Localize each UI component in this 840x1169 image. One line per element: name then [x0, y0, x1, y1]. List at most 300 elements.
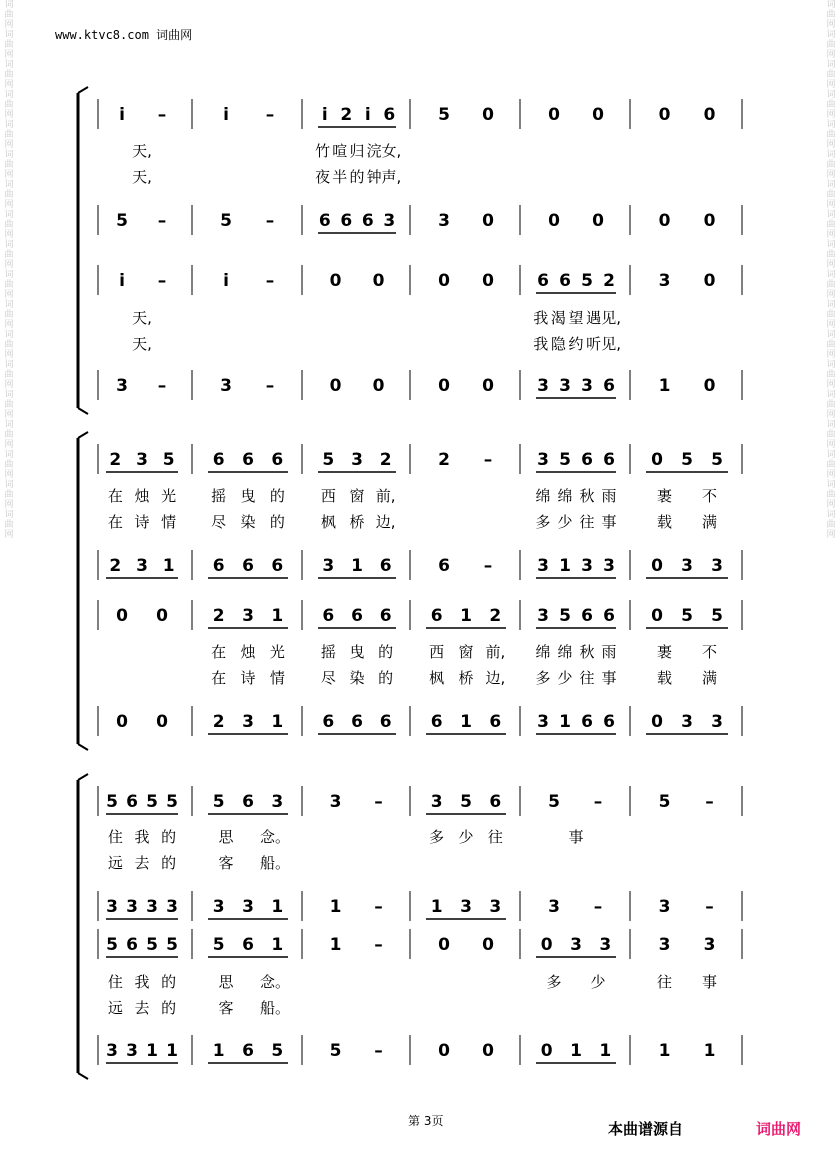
- note: 1: [271, 897, 284, 917]
- note: 2: [489, 606, 502, 626]
- note: 3: [537, 376, 549, 396]
- note: 6: [242, 1041, 254, 1061]
- lyric: 满: [701, 513, 717, 531]
- note: 5: [220, 211, 232, 231]
- note: 3: [166, 897, 178, 917]
- note: 0: [658, 105, 671, 125]
- note: 0: [592, 211, 604, 231]
- watermark-left: 词曲网词曲网词曲网词曲网词曲网词曲网词曲网词曲网词曲网词曲网词曲网词曲网词曲网词曲网词曲网词曲网词曲网词曲网: [4, 0, 14, 540]
- note: 0: [703, 376, 716, 396]
- note: 5: [681, 450, 693, 470]
- note: –: [265, 211, 275, 231]
- lyric: 我: [533, 309, 549, 327]
- lyric: 天,: [132, 168, 152, 186]
- note: 0: [482, 271, 494, 291]
- note: 0: [438, 271, 450, 291]
- note: 5: [658, 792, 671, 812]
- lyric: 裹: [656, 487, 672, 505]
- note: 1: [559, 712, 571, 732]
- note: 2: [438, 450, 450, 470]
- lyric: 遇: [586, 309, 602, 327]
- note: –: [374, 935, 383, 955]
- note: 0: [372, 376, 385, 396]
- note: 5: [581, 271, 593, 291]
- lyric: 尽: [211, 513, 227, 531]
- note: 3: [430, 792, 443, 812]
- note: 3: [242, 897, 254, 917]
- note: 6: [438, 556, 450, 576]
- note: 1: [599, 1041, 612, 1061]
- lyric: 住: [107, 828, 123, 846]
- note: 3: [570, 935, 582, 955]
- lyric: 思: [218, 973, 234, 991]
- note: 6: [581, 450, 593, 470]
- note: 6: [581, 606, 593, 626]
- lyric: 桥: [458, 669, 474, 687]
- note: –: [705, 897, 714, 917]
- lyric: 声,: [381, 168, 402, 186]
- note: 0: [438, 376, 450, 396]
- note: 6: [430, 606, 443, 626]
- note: 3: [146, 897, 158, 917]
- lyric: 窗: [349, 487, 365, 505]
- note: –: [483, 450, 493, 470]
- note: 0: [540, 935, 553, 955]
- page-number: 第 3页: [408, 1114, 444, 1128]
- lyric: 往: [579, 513, 595, 531]
- lyric: 边,: [485, 669, 506, 687]
- lyric: 约: [568, 335, 584, 353]
- lyric: 往: [656, 973, 672, 991]
- note: i: [321, 105, 328, 125]
- note: 3: [106, 1041, 118, 1061]
- note: –: [374, 1041, 383, 1061]
- note: 1: [658, 1041, 671, 1061]
- lyric: 喧: [332, 142, 348, 160]
- note: 0: [116, 712, 128, 732]
- note: 3: [658, 271, 671, 291]
- note: 3: [242, 606, 254, 626]
- note: 1: [271, 712, 284, 732]
- lyric: 的: [378, 669, 394, 687]
- note: 5: [460, 792, 472, 812]
- note: 1: [351, 556, 363, 576]
- note: 3: [537, 712, 549, 732]
- note: 3: [581, 376, 593, 396]
- note: 5: [162, 450, 175, 470]
- lyric: 事: [701, 973, 717, 991]
- lyric: 光: [269, 643, 285, 661]
- note: 6: [126, 935, 138, 955]
- watermark-right: 词曲网词曲网词曲网词曲网词曲网词曲网词曲网词曲网词曲网词曲网词曲网词曲网词曲网词曲网词曲网词曲网词曲网词曲网: [826, 0, 836, 540]
- lyric: 情: [161, 513, 177, 531]
- note: 0: [438, 1041, 450, 1061]
- note: 0: [482, 105, 494, 125]
- lyric: 前,: [375, 487, 396, 505]
- note: 6: [581, 712, 593, 732]
- lyric: 裹: [656, 643, 672, 661]
- lyric: 远: [107, 999, 123, 1017]
- note: 1: [703, 1041, 716, 1061]
- note: 3: [460, 897, 472, 917]
- note: 6: [271, 450, 284, 470]
- note: 5: [106, 935, 118, 955]
- note: 6: [242, 792, 254, 812]
- lyric: 染: [240, 513, 256, 531]
- lyric: 我: [533, 335, 549, 353]
- lyric: 窗: [458, 643, 474, 661]
- note: 3: [126, 897, 138, 917]
- lyric: 的: [161, 828, 177, 846]
- note: 6: [603, 450, 615, 470]
- note: 5: [681, 606, 693, 626]
- lyric: 少: [557, 669, 573, 687]
- note: 0: [329, 271, 342, 291]
- note: 1: [271, 935, 284, 955]
- lyric: 尽: [320, 669, 336, 687]
- note: i: [119, 105, 125, 125]
- lyric: 天,: [132, 335, 152, 353]
- lyric: 去: [134, 999, 150, 1017]
- lyric: 曳: [349, 643, 365, 661]
- note: 6: [383, 105, 396, 125]
- lyric: 多: [535, 513, 551, 531]
- lyric: 竹: [315, 142, 331, 160]
- lyric: 的: [161, 973, 177, 991]
- note: 3: [681, 712, 693, 732]
- lyric: 的: [269, 513, 285, 531]
- note: 0: [651, 450, 663, 470]
- lyric: 的: [269, 487, 285, 505]
- lyric: 不: [701, 487, 717, 505]
- lyric: 情: [269, 669, 285, 687]
- note: 5: [166, 792, 178, 812]
- note: 0: [329, 376, 342, 396]
- lyric: 少: [557, 513, 573, 531]
- lyric: 雨: [601, 487, 617, 505]
- lyric: 秋: [579, 643, 595, 661]
- source-label: 本曲谱源自: [608, 1120, 684, 1138]
- note: 3: [136, 556, 148, 576]
- note: 3: [537, 606, 549, 626]
- note: 1: [430, 897, 443, 917]
- lyric: 的: [161, 854, 177, 872]
- lyric: 枫: [320, 513, 336, 531]
- note: 3: [548, 897, 560, 917]
- lyric: 诗: [240, 669, 256, 687]
- lyric: 往: [579, 669, 595, 687]
- lyric: 在: [107, 513, 123, 531]
- lyric: 西: [429, 643, 445, 661]
- lyric: 远: [107, 854, 123, 872]
- note: 3: [271, 792, 284, 812]
- note: 3: [489, 897, 502, 917]
- note: 3: [322, 556, 335, 576]
- note: 2: [379, 450, 392, 470]
- note: 6: [340, 211, 353, 231]
- note: 1: [146, 1041, 158, 1061]
- lyric: 摇: [211, 487, 227, 505]
- lyric: 光: [161, 487, 177, 505]
- lyric: 的: [378, 643, 394, 661]
- note: 0: [482, 211, 494, 231]
- lyric: 西: [320, 487, 336, 505]
- lyric: 浣: [366, 142, 382, 160]
- note: 3: [136, 450, 148, 470]
- note: 5: [548, 792, 560, 812]
- note: –: [157, 211, 167, 231]
- lyric: 满: [701, 669, 717, 687]
- note: 0: [703, 211, 716, 231]
- lyric: 渴: [550, 309, 566, 327]
- note: 0: [116, 606, 128, 626]
- note: 6: [322, 606, 335, 626]
- lyric: 多: [535, 669, 551, 687]
- note: 2: [109, 450, 122, 470]
- site-url[interactable]: www.ktvc8.com 词曲网: [55, 28, 193, 42]
- lyric: 少: [458, 828, 474, 846]
- note: –: [157, 105, 167, 125]
- note: 0: [540, 1041, 553, 1061]
- note: i: [364, 105, 371, 125]
- note: 6: [603, 606, 615, 626]
- lyric: 见,: [601, 309, 622, 327]
- note: 0: [703, 105, 716, 125]
- note: 5: [559, 606, 571, 626]
- lyric: 边,: [375, 513, 396, 531]
- lyric: 烛: [134, 487, 150, 505]
- note: i: [223, 105, 229, 125]
- note: 5: [146, 792, 158, 812]
- lyric: 事: [568, 828, 584, 846]
- lyric: 我: [134, 828, 150, 846]
- note: 6: [430, 712, 443, 732]
- note: 6: [379, 556, 392, 576]
- note: 0: [651, 556, 663, 576]
- note: 6: [212, 450, 225, 470]
- note: 0: [438, 935, 450, 955]
- note: 3: [242, 712, 254, 732]
- lyric: 钟: [366, 168, 382, 186]
- lyric: 天,: [132, 309, 152, 327]
- lyric: 染: [349, 669, 365, 687]
- note: –: [593, 792, 603, 812]
- lyric: 女,: [381, 142, 402, 160]
- lyric: 绵: [535, 643, 551, 661]
- lyric: 桥: [349, 513, 365, 531]
- note: 2: [603, 271, 615, 291]
- note: 3: [126, 1041, 138, 1061]
- lyric: 雨: [601, 643, 617, 661]
- note: 6: [489, 712, 502, 732]
- note: 6: [126, 792, 138, 812]
- lyric: 夜: [315, 168, 331, 186]
- note: 6: [537, 271, 549, 291]
- note: 6: [351, 712, 363, 732]
- note: 0: [548, 105, 560, 125]
- note: 2: [109, 556, 122, 576]
- note: 1: [460, 712, 472, 732]
- lyric: 船。: [260, 999, 291, 1017]
- note: 6: [242, 935, 254, 955]
- lyric: 秋: [579, 487, 595, 505]
- note: –: [374, 897, 383, 917]
- note: 0: [651, 712, 663, 732]
- note: 0: [703, 271, 716, 291]
- note: 3: [658, 935, 671, 955]
- note: 2: [212, 712, 225, 732]
- note: 5: [559, 450, 571, 470]
- lyric: 住: [107, 973, 123, 991]
- note: 6: [559, 271, 571, 291]
- lyric: 在: [107, 487, 123, 505]
- note: 3: [711, 712, 723, 732]
- lyric: 望: [568, 309, 584, 327]
- lyric: 不: [701, 643, 717, 661]
- lyric: 前,: [485, 643, 506, 661]
- note: 0: [156, 606, 168, 626]
- note: 3: [581, 556, 593, 576]
- note: 1: [162, 556, 175, 576]
- note: 6: [351, 606, 363, 626]
- note: –: [157, 271, 167, 291]
- lyric: 曳: [240, 487, 256, 505]
- note: 0: [592, 105, 604, 125]
- lyric: 绵: [557, 643, 573, 661]
- note: 6: [379, 606, 392, 626]
- note: 5: [146, 935, 158, 955]
- note: 3: [711, 556, 723, 576]
- note: 0: [658, 211, 671, 231]
- note: 6: [603, 712, 615, 732]
- note: i: [223, 271, 229, 291]
- note: 6: [379, 712, 392, 732]
- note: 3: [703, 935, 716, 955]
- note: 3: [220, 376, 232, 396]
- note: 3: [537, 450, 549, 470]
- note: 1: [658, 376, 671, 396]
- note: 3: [351, 450, 363, 470]
- lyric: 归: [349, 142, 365, 160]
- note: 0: [482, 1041, 494, 1061]
- lyric: 摇: [320, 643, 336, 661]
- note: 3: [212, 897, 225, 917]
- note: 6: [318, 211, 331, 231]
- lyric: 烛: [240, 643, 256, 661]
- note: 0: [548, 211, 560, 231]
- note: 3: [438, 211, 450, 231]
- note: 5: [329, 1041, 342, 1061]
- lyric: 载: [656, 669, 672, 687]
- note: 0: [482, 935, 494, 955]
- note: 6: [242, 556, 254, 576]
- note: 1: [212, 1041, 225, 1061]
- note: 5: [322, 450, 335, 470]
- lyric: 少: [590, 973, 606, 991]
- note: –: [265, 376, 275, 396]
- note: 6: [242, 450, 254, 470]
- note: 3: [603, 556, 615, 576]
- note: –: [593, 897, 603, 917]
- note: 5: [271, 1041, 284, 1061]
- note: 0: [651, 606, 663, 626]
- note: 3: [559, 376, 571, 396]
- note: 1: [166, 1041, 178, 1061]
- lyric: 绵: [535, 487, 551, 505]
- lyric: 隐: [550, 335, 566, 353]
- note: 5: [212, 792, 225, 812]
- note: –: [705, 792, 714, 812]
- note: 6: [322, 712, 335, 732]
- note: 1: [329, 897, 342, 917]
- note: 3: [658, 897, 671, 917]
- note: 1: [460, 606, 472, 626]
- note: 3: [329, 792, 342, 812]
- note: 6: [603, 376, 615, 396]
- lyric: 去: [134, 854, 150, 872]
- note: –: [157, 376, 167, 396]
- lyric: 念。: [260, 973, 291, 991]
- lyric: 见,: [601, 335, 622, 353]
- note: –: [265, 271, 275, 291]
- note: 1: [329, 935, 342, 955]
- note: 5: [711, 450, 723, 470]
- note: i: [119, 271, 125, 291]
- lyric: 诗: [134, 513, 150, 531]
- lyric: 我: [134, 973, 150, 991]
- note: –: [483, 556, 493, 576]
- note: 3: [681, 556, 693, 576]
- note: 2: [340, 105, 353, 125]
- note: –: [374, 792, 383, 812]
- note: 6: [212, 556, 225, 576]
- note: 3: [383, 211, 396, 231]
- note: 1: [271, 606, 284, 626]
- note: 5: [106, 792, 118, 812]
- note: 3: [106, 897, 118, 917]
- note: 0: [482, 376, 494, 396]
- note: 1: [559, 556, 571, 576]
- note: 0: [372, 271, 385, 291]
- note: 3: [599, 935, 612, 955]
- note: 5: [166, 935, 178, 955]
- lyric: 载: [656, 513, 672, 531]
- lyric: 在: [211, 669, 227, 687]
- lyric: 念。: [260, 828, 291, 846]
- lyric: 的: [161, 999, 177, 1017]
- lyric: 天,: [132, 142, 152, 160]
- note: 6: [271, 556, 284, 576]
- lyric: 在: [211, 643, 227, 661]
- note: 5: [711, 606, 723, 626]
- lyric: 枫: [429, 669, 445, 687]
- lyric: 听: [586, 335, 602, 353]
- brand-link[interactable]: 词曲网: [756, 1120, 802, 1138]
- lyric: 多: [546, 973, 562, 991]
- lyric: 思: [218, 828, 234, 846]
- note: 5: [116, 211, 128, 231]
- note: 5: [438, 105, 450, 125]
- lyric: 多: [429, 828, 445, 846]
- lyric: 客: [218, 854, 234, 872]
- note: 6: [489, 792, 502, 812]
- note: 3: [116, 376, 128, 396]
- note: 0: [156, 712, 168, 732]
- note: –: [265, 105, 275, 125]
- note: 1: [570, 1041, 582, 1061]
- lyric: 的: [349, 168, 365, 186]
- lyric: 绵: [557, 487, 573, 505]
